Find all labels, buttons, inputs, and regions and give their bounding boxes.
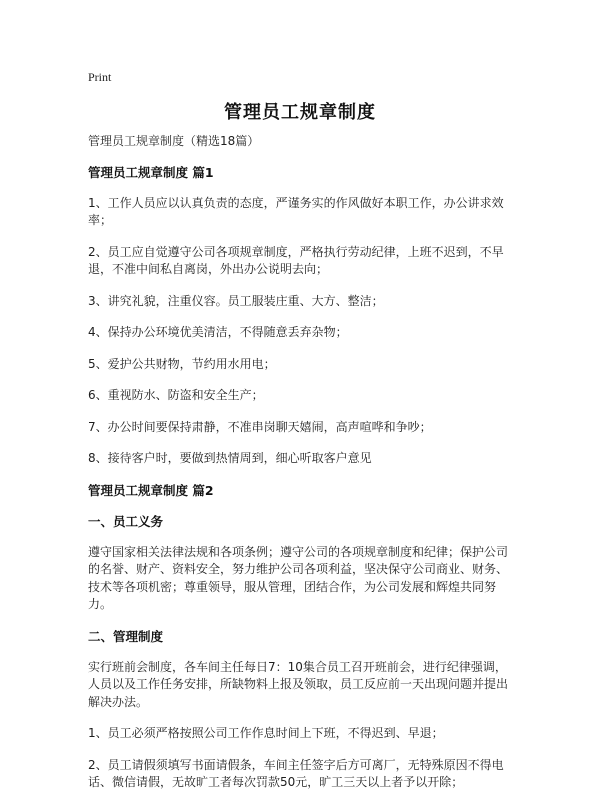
subsection-heading-management: 二、管理制度: [88, 628, 164, 644]
document-body: [88, 133, 518, 806]
list-item: 1、工作人员应以认真负责的态度，严谨务实的作风做好本职工作，办公讲求效率；: [88, 195, 504, 227]
list-item: 8、接待客户时，要做到热情周到，细心听取客户意见: [88, 451, 372, 465]
print-label[interactable]: Print: [88, 70, 112, 84]
list-item: 1、员工必须严格按照公司工作作息时间上下班，不得迟到、早退；: [88, 726, 444, 740]
list-item: 6、重视防水、防盗和安全生产；: [88, 388, 264, 402]
document-subtitle: 管理员工规章制度（精选18篇）: [88, 134, 260, 148]
duties-paragraph: 遵守国家相关法律法规和各项条例；遵守公司的各项规章制度和纪律；保护公司的名誉、财产、资料安全，努力维护公司各项利益，坚决保守公司商业、财务、技术等各项机密；尊重领导，服从管理，团结合作，为公司发展和辉煌共同努力。: [88, 544, 509, 611]
page-title: 管理员工规章制度: [224, 102, 376, 123]
section-heading-1: 管理员工规章制度 篇1: [88, 164, 214, 180]
list-item: 5、爱护公共财物，节约用水用电；: [88, 356, 276, 371]
list-item: 7、办公时间要保持肃静，不准串岗聊天嬉闹，高声喧哗和争吵；: [88, 419, 432, 434]
list-item: 3、讲究礼貌，注重仪容。员工服装庄重、大方、整洁；: [88, 293, 384, 308]
section-heading-2: 管理员工规章制度 篇2: [88, 482, 214, 498]
list-item: 2、员工请假须填写书面请假条，车间主任签字后方可离厂，无特殊原因不得电话、微信请假，无故旷工者每次罚款50元，旷工三天以上者予以开除；: [88, 757, 504, 789]
management-paragraph: 实行班前会制度，各车间主任每日7：10集合员工召开班前会，进行纪律强调，人员以及工作任务安排，所缺物料上报及领取，员工反应前一天出现问题并提出解决办法。: [88, 659, 509, 709]
list-item: 4、保持办公环境优美清洁，不得随意丢弃杂物；: [88, 325, 348, 339]
list-item: 2、员工应自觉遵守公司各项规章制度，严格执行劳动纪律，上班不迟到，不早退，不准中间私自离岗，外出办公说明去向；: [88, 244, 504, 276]
subsection-heading-duties: 一、员工义务: [88, 513, 164, 529]
